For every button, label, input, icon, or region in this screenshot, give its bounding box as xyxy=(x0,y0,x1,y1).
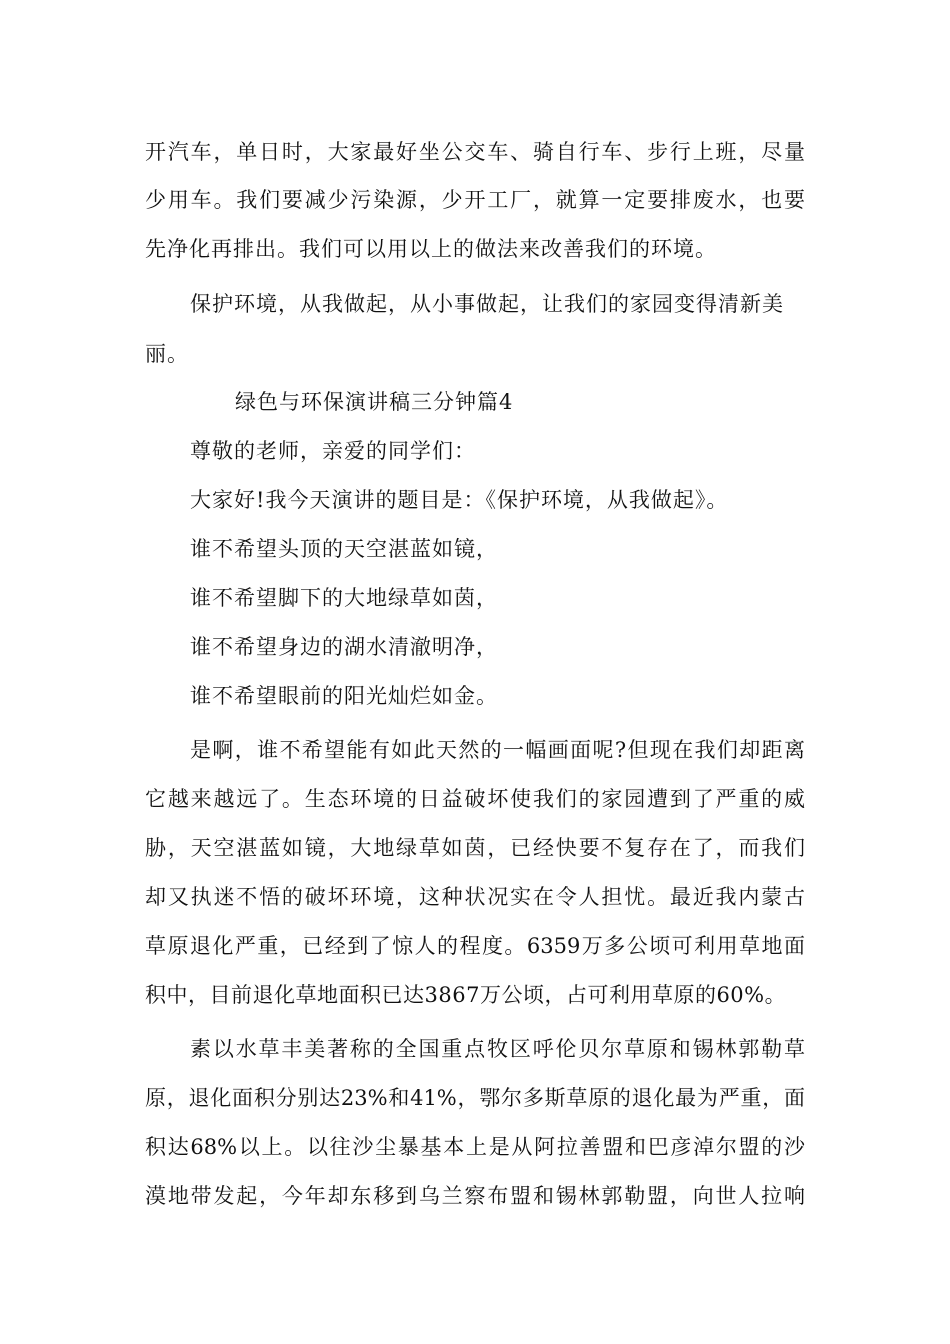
paragraph-line: 大家好!我今天演讲的题目是：《保护环境，从我做起》。 xyxy=(190,488,729,512)
poem-line: 谁不希望脚下的大地绿草如茵， xyxy=(190,586,498,610)
paragraph-line: 它越来越远了。生态环境的日益破坏使我们的家园遭到了严重的威 xyxy=(145,787,805,811)
poem-line: 谁不希望身边的湖水清澈明净， xyxy=(190,635,498,659)
paragraph-line: 原，退化面积分别达23%和41%，鄂尔多斯草原的退化最为严重，面 xyxy=(145,1086,805,1110)
paragraph-line: 少用车。我们要减少污染源，少开工厂，就算一定要排废水，也要 xyxy=(145,188,805,212)
paragraph-line: 草原退化严重，已经到了惊人的程度。6359万多公顷可利用草地面 xyxy=(145,934,805,958)
paragraph-line: 积中，目前退化草地面积已达3867万公顷，占可利用草原的60%。 xyxy=(145,983,787,1007)
paragraph-line: 是啊，谁不希望能有如此天然的一幅画面呢?但现在我们却距离 xyxy=(190,738,805,762)
paragraph-line: 胁，天空湛蓝如镜，大地绿草如茵，已经快要不复存在了，而我们 xyxy=(145,836,805,860)
salutation: 尊敬的老师，亲爱的同学们： xyxy=(190,439,476,463)
paragraph-line: 丽。 xyxy=(145,342,189,366)
paragraph-line: 先净化再排出。我们可以用以上的做法来改善我们的环境。 xyxy=(145,237,717,261)
section-heading: 绿色与环保演讲稿三分钟篇4 xyxy=(235,390,514,414)
poem-line: 谁不希望眼前的阳光灿烂如金。 xyxy=(190,684,498,708)
paragraph-line: 却又执迷不悟的破坏环境，这种状况实在令人担忧。最近我内蒙古 xyxy=(145,885,805,909)
paragraph-line: 积达68%以上。以往沙尘暴基本上是从阿拉善盟和巴彦淖尔盟的沙 xyxy=(145,1135,805,1159)
paragraph-line: 开汽车，单日时，大家最好坐公交车、骑自行车、步行上班，尽量 xyxy=(145,140,805,164)
paragraph-line: 漠地带发起，今年却东移到乌兰察布盟和锡林郭勒盟，向世人拉响 xyxy=(145,1184,805,1208)
paragraph-line: 保护环境，从我做起，从小事做起，让我们的家园变得清新美 xyxy=(190,292,784,316)
paragraph-line: 素以水草丰美著称的全国重点牧区呼伦贝尔草原和锡林郭勒草 xyxy=(190,1037,805,1061)
poem-line: 谁不希望头顶的天空湛蓝如镜， xyxy=(190,537,498,561)
